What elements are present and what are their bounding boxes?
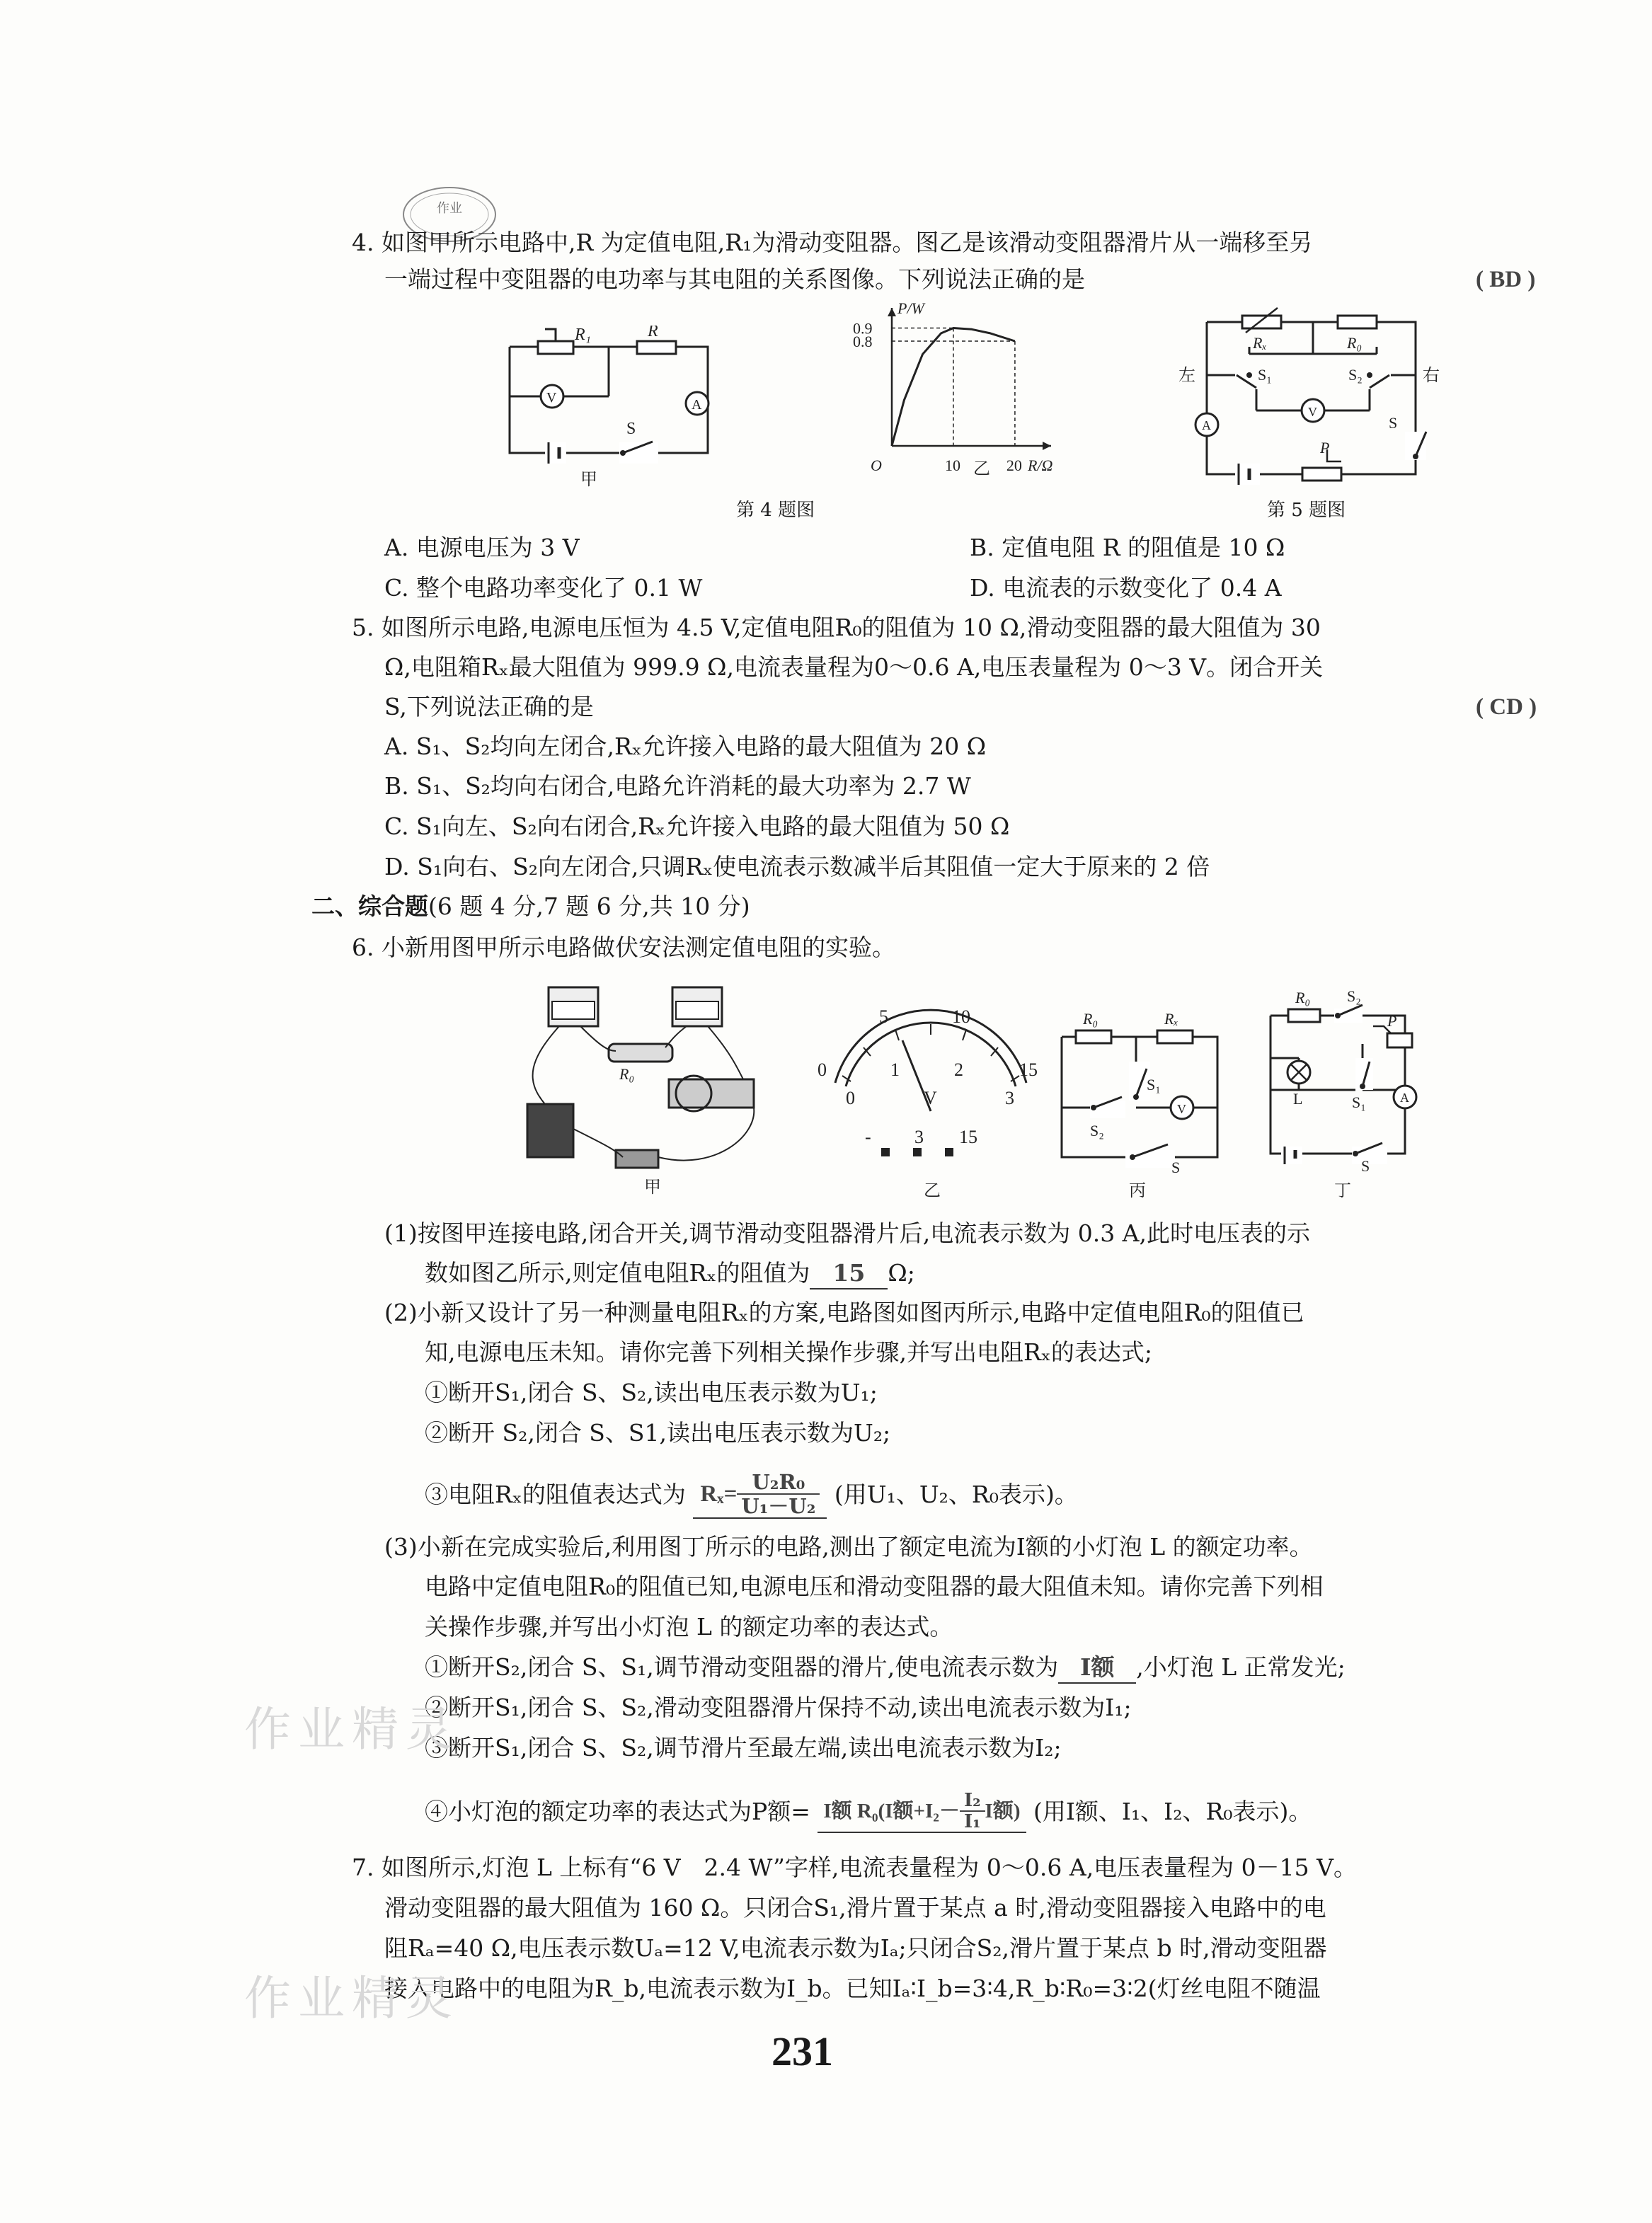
label-r0: R₀ — [619, 1065, 635, 1083]
label-s2: S₂ — [1348, 366, 1363, 384]
q6-p2-line2: 知,电源电压未知。请你完善下列相关操作步骤,并写出电阻Rₓ的表达式; — [425, 1338, 1152, 1366]
q6-fig-jia-label: 甲 — [644, 1178, 661, 1197]
q6-p3-step4: ④小灯泡的额定功率的表达式为P额= I额 R₀(I额+I₂－ $\frac{\text{I₂}}{\text{I₁}}$ I额) (用I额、I₁、I₂、R₀表示)。 — [425, 1790, 1312, 1832]
voltmeter-v: V — [546, 390, 557, 406]
dial-2: 2 — [954, 1059, 963, 1080]
q7-line4: 接入电路中的电阻为R_b,电流表示数为I_b。已知Iₐ∶I_b=3∶4,R_b∶R₀=3∶2(灯丝电阻不随温 — [384, 1975, 1321, 2002]
voltmeter-v: V — [1308, 405, 1317, 419]
voltmeter-v: V — [1177, 1102, 1186, 1116]
q5-caption: 第 5 题图 — [1267, 500, 1346, 521]
dial-5: 5 — [879, 1006, 888, 1027]
q6-p2-step3: ③电阻Rₓ的阻值表达式为 Rₓ= $\frac{\text{U₂R₀}}{\text{U₁－U₂}}$ (用U₁、U₂、R₀表示)。 — [425, 1470, 1078, 1518]
q4-option-b: B. 定值电阻 R 的阻值是 10 Ω — [970, 534, 1285, 561]
x-axis-arrow — [1043, 442, 1051, 450]
label-r0: R₀ — [1295, 989, 1311, 1006]
q4-line1: 4. 如图甲所示电路中,R 为定值电阻,R₁为滑动变阻器。图乙是该滑动变阻器滑片从一端移至另 — [352, 229, 1313, 256]
q5-option-a: A. S₁、S₂均向左闭合,Rₓ允许接入电路的最大阻值为 20 Ω — [384, 733, 987, 760]
q6-p1-answer: 15 — [810, 1258, 888, 1289]
q6-p3-step1: ①断开S₂,闭合 S、S₁,调节滑动变阻器的滑片,使电流表示数为 I额 ,小灯泡 L 正常发光; — [425, 1653, 1346, 1684]
q6-fig-yi-voltmeter-dial — [814, 998, 1048, 1200]
q5-line1: 5. 如图所示电路,电源电压恒为 4.5 V,定值电阻R₀的阻值为 10 Ω,滑动变阻器的最大阻值为 30 — [352, 614, 1321, 641]
terminal-minus: - — [865, 1127, 871, 1147]
q4-option-c: C. 整个电路功率变化了 0.1 W — [384, 574, 703, 602]
dial-15: 15 — [1019, 1059, 1038, 1080]
q6-p1-line1: (1)按图甲连接电路,闭合开关,调节滑动变阻器滑片后,电流表示数为 0.3 A,此时电压表的示 — [384, 1219, 1310, 1247]
ammeter-a: A — [1202, 418, 1211, 432]
terminal-15: 15 — [959, 1127, 977, 1147]
label-s2: S₂ — [1090, 1122, 1104, 1139]
q5-fig-circuit — [1178, 304, 1447, 492]
q6-p3-step3: ③断开S₁,闭合 S、S₂,调节滑片至最左端,读出电流表示数为I₂; — [425, 1734, 1062, 1762]
q6-p3-line2: 电路中定值电阻R₀的阻值已知,电源电压和滑动变阻器的最大阻值未知。请你完善下列相 — [425, 1573, 1324, 1600]
x-tick-label: 20 — [1006, 456, 1022, 474]
q6-fig-bing-circuit — [1048, 994, 1232, 1200]
label-r: R — [648, 326, 658, 340]
q4-option-d: D. 电流表的示数变化了 0.4 A — [970, 574, 1282, 602]
label-p: P — [1320, 439, 1330, 456]
q5-option-c: C. S₁向左、S₂向右闭合,Rₓ允许接入电路的最大阻值为 50 Ω — [384, 812, 1010, 840]
watermark-1: 作业精灵 — [244, 1702, 459, 1757]
q6-fig-bing-label: 丙 — [1129, 1182, 1146, 1200]
q4-caption: 第 4 题图 — [736, 500, 815, 521]
q4-option-a: A. 电源电压为 3 V — [384, 534, 580, 561]
label-s: S — [1171, 1159, 1181, 1176]
watermark-2: 作业精灵 — [244, 1971, 459, 2026]
x-tick-label: 10 — [944, 456, 960, 474]
q5-answer: ( CD ) — [1476, 694, 1537, 720]
ammeter-a: A — [692, 397, 702, 413]
label-left: 左 — [1178, 367, 1195, 385]
dial-v: V — [924, 1088, 937, 1108]
label-s1: S₁ — [1258, 366, 1272, 384]
label-s: S — [1361, 1157, 1370, 1175]
q4-line2: 一端过程中变阻器的电功率与其电阻的关系图像。下列说法正确的是 — [384, 265, 1085, 293]
dial-1: 1 — [890, 1059, 900, 1080]
label-right: 右 — [1423, 367, 1440, 385]
label-r1: R₁ — [575, 326, 592, 344]
q5-line3: S,下列说法正确的是 — [384, 693, 594, 720]
q6-fig-jia-apparatus — [517, 980, 814, 1200]
q5-option-b: B. S₁、S₂均向右闭合,电路允许消耗的最大功率为 2.7 W — [384, 772, 971, 800]
q5-line2: Ω,电阻箱Rₓ最大阻值为 999.9 Ω,电流表量程为0～0.6 A,电压表量程为 0～3 V。闭合开关 — [384, 653, 1324, 681]
q6-fig-ding-label: 丁 — [1334, 1182, 1351, 1200]
label-p: P — [1387, 1012, 1397, 1030]
q6-p3-line3: 关操作步骤,并写出小灯泡 L 的额定功率的表达式。 — [425, 1613, 953, 1641]
x-axis-label: R/Ω — [1028, 456, 1053, 474]
label-rx: Rₓ — [1164, 1010, 1178, 1028]
q7-line2: 滑动变阻器的最大阻值为 160 Ω。只闭合S₁,滑片置于某点 a 时,滑动变阻器接入电路中的电 — [384, 1894, 1326, 1922]
label-s: S — [1389, 414, 1398, 432]
label-s1: S₁ — [1352, 1093, 1366, 1111]
q6-p3-step2: ②断开S₁,闭合 S、S₂,滑动变阻器滑片保持不动,读出电流表示数为I₁; — [425, 1694, 1132, 1721]
label-l: L — [1293, 1090, 1303, 1108]
q5-option-d: D. S₁向右、S₂向左闭合,只调Rₓ使电流表示数减半后其阻值一定大于原来的 2 倍 — [384, 853, 1210, 880]
y-axis-arrow — [888, 308, 896, 316]
q6-p2-step2: ②断开 S₂,闭合 S、S1,读出电压表示数为U₂; — [425, 1419, 891, 1447]
q6-fig-ding-circuit — [1256, 973, 1440, 1200]
y-tick-label: 0.8 — [853, 333, 873, 350]
label-s: S — [626, 420, 636, 438]
label-rx: Rₓ — [1253, 334, 1267, 352]
q7-line1: 7. 如图所示,灯泡 L 上标有“6 V 2.4 W”字样,电流表量程为 0～0.6 A,电压表量程为 0－15 V。 — [352, 1854, 1357, 1881]
ammeter-a: A — [1400, 1091, 1409, 1105]
q6-fig-yi-label: 乙 — [924, 1182, 941, 1200]
q6-p2-line1: (2)小新又设计了另一种测量电阻Rₓ的方案,电路图如图丙所示,电路中定值电阻R₀的阻值已 — [384, 1299, 1304, 1326]
section2-heading: 二、综合题(6 题 4 分,7 题 6 分,共 10 分) — [311, 892, 750, 920]
q4-fig-yi-label: 乙 — [973, 460, 990, 478]
q4-fig-jia-label: 甲 — [580, 471, 597, 488]
label-s2: S₂ — [1347, 987, 1361, 1005]
q6-intro: 6. 小新用图甲所示电路做伏安法测定值电阻的实验。 — [352, 934, 895, 961]
q6-p1-line2: 数如图乙所示,则定值电阻Rₓ的阻值为 15 Ω; — [425, 1258, 915, 1289]
dial-0-top: 0 — [818, 1059, 827, 1080]
q4-fig-jia-circuit — [495, 326, 729, 488]
label-s1: S₁ — [1147, 1076, 1161, 1093]
q6-p3-step1-answer: I额 — [1058, 1653, 1136, 1684]
dial-3: 3 — [1005, 1088, 1014, 1108]
label-r0: R₀ — [1083, 1010, 1099, 1028]
origin-label: O — [871, 456, 882, 474]
q6-p2-step1: ①断开S₁,闭合 S、S₂,读出电压表示数为U₁; — [425, 1379, 878, 1406]
page-number: 231 — [771, 2028, 833, 2074]
dial-10: 10 — [952, 1006, 970, 1027]
q7-line3: 阻Rₐ=40 Ω,电压表示数Uₐ=12 V,电流表示数为Iₐ;只闭合S₂,滑片置于某点 b 时,滑动变阻器 — [384, 1934, 1327, 1962]
y-axis-label: P/W — [897, 301, 924, 317]
q6-p3-line1: (3)小新在完成实验后,利用图丁所示的电路,测出了额定电流为I额的小灯泡 L 的额定功率。 — [384, 1533, 1313, 1561]
terminal-3: 3 — [914, 1127, 924, 1147]
q4-answer: ( BD ) — [1476, 267, 1536, 292]
label-r0: R₀ — [1347, 334, 1363, 352]
stamp-label: 作业 — [437, 201, 462, 215]
y-tick-label: 0.9 — [853, 319, 873, 338]
dial-0-bottom: 0 — [846, 1088, 855, 1108]
q4-chart-power-resistance — [849, 301, 1062, 481]
